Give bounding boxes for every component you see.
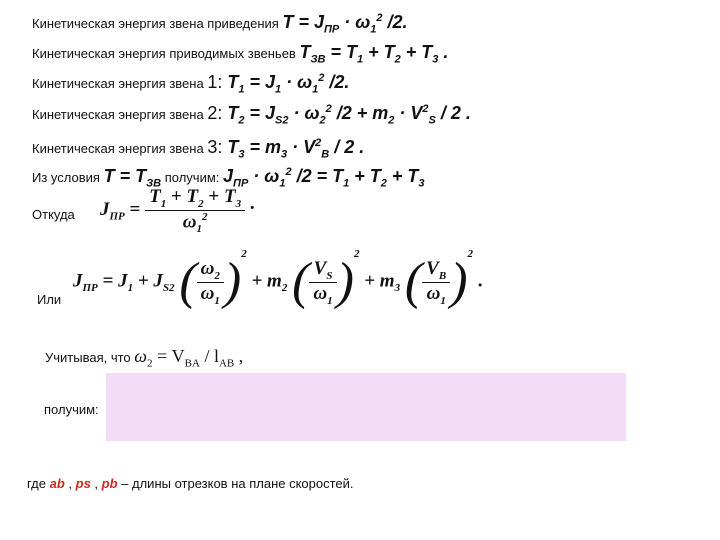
footer-post: – длины отрезков на плане скоростей. — [117, 476, 354, 491]
uchityvaya-line — [45, 346, 243, 370]
line-3-text: Кинетическая энергия звена — [32, 76, 204, 91]
line-6-formula: $J_{ПР} \cdot \omega_1^2$ $/2 = T_1 + T_2 + T_3$ — [223, 166, 425, 190]
line-1-formula: $T = J_{ПР} \cdot \omega_1^2$ /2. — [282, 12, 408, 36]
line-3-num: 1: — [207, 72, 228, 92]
uchityvaya-text: Учитывая, что — [45, 350, 131, 365]
line-4-formula: $T_2 = J_{S2} \cdot \omega_2^2$ $/2 + m_2 \cdot V^2_S / 2$ . — [227, 103, 471, 127]
line-3 — [32, 72, 349, 96]
ili-label: Или — [37, 292, 62, 307]
footer-ab: ab — [49, 476, 65, 491]
formula-1-fraction: $\frac{T_1 + T_2 + T_3}{\omega_1^2}$ — [145, 186, 245, 235]
line-3-formula: $T_1 = J_1 \cdot \omega_1^2$ /2. — [227, 72, 350, 96]
line-4-text: Кинетическая энергия звена — [32, 107, 204, 122]
line-2-text: Кинетическая энергия приводимых звеньев — [32, 46, 296, 61]
line-6-text: Из условия — [32, 170, 100, 185]
line-6-poluchim: получим: — [164, 170, 220, 185]
otkuda-label: Откуда — [32, 207, 75, 222]
formula-placeholder-box — [106, 373, 626, 441]
poluchim-label: получим: — [44, 402, 99, 417]
formula-1: $J_{ПР}$ = $\frac{T_1 + T_2 + T_3}{\omega_1^2}$ . — [100, 186, 255, 235]
line-4 — [32, 103, 471, 127]
line-2 — [32, 42, 448, 66]
footer-pb: pb — [101, 476, 118, 491]
line-5 — [32, 137, 364, 161]
uchityvaya-formula: $\omega_2 = V_{BA} / l_{AB}$ , — [134, 346, 244, 370]
footer-comma-1: , — [64, 476, 73, 491]
footer-ps: ps — [75, 476, 91, 491]
line-4-num: 2: — [207, 103, 228, 123]
line-5-text: Кинетическая энергия звена — [32, 141, 204, 156]
line-1 — [32, 12, 408, 36]
footer-line — [27, 476, 354, 491]
formula-2: $J_{ПР} = J_1 + J_{S2}$ ( $\frac{\omega_2}{\omega_1}$ )$^2 + m_2$ ( $\frac{V_S}{\omega_1}$ )$^2 + m_3$ ( $\frac{V_B}{\omega_1}$ )$^2$ . — [73, 248, 483, 310]
footer-pre: где — [27, 476, 46, 491]
footer-comma-2: , — [90, 476, 99, 491]
line-5-num: 3: — [207, 137, 228, 157]
line-5-formula: $T_3 = m_3 \cdot V^2_B / 2$ . — [227, 137, 365, 161]
line-2-formula: $T_{ЗВ} = T_1 + T_2 + T_3$ . — [299, 42, 449, 66]
line-6-condition: $T = T_{ЗВ}$ — [103, 166, 162, 190]
line-1-text: Кинетическая энергия звена приведения — [32, 16, 279, 31]
